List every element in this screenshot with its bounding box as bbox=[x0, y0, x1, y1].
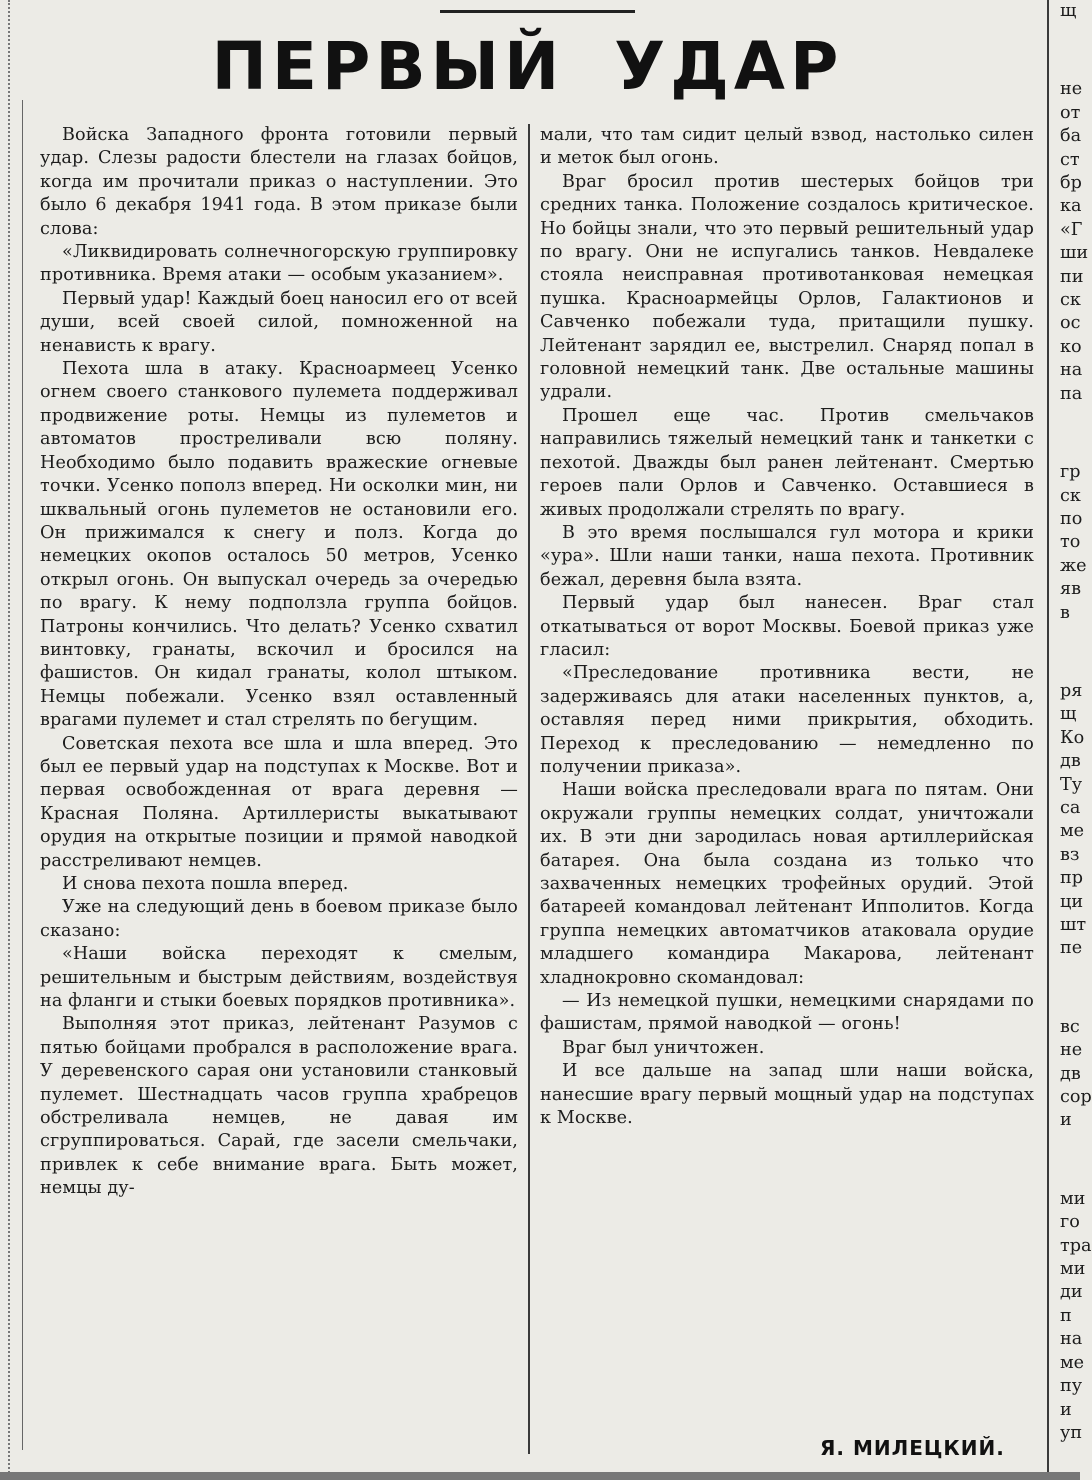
column-fragment: са bbox=[1060, 797, 1081, 818]
column-fragment: же bbox=[1060, 555, 1087, 576]
column-fragment: го bbox=[1060, 1212, 1080, 1233]
column-fragment: тра bbox=[1060, 1235, 1092, 1256]
column-fragment: по bbox=[1060, 508, 1083, 529]
column-fragment: гр bbox=[1060, 462, 1081, 483]
column-fragment: Ту bbox=[1060, 774, 1083, 795]
column-fragment: ме bbox=[1060, 821, 1085, 842]
column-divider-left bbox=[22, 100, 23, 1450]
article-title: ПЕРВЫЙ УДАР bbox=[211, 28, 844, 105]
column-fragment bbox=[1060, 39, 1080, 62]
column-fragment: на bbox=[1060, 360, 1083, 381]
paragraph: Пехота шла в атаку. Красноармеец Усенко огнем своего станкового пулемета поддерживал продвижение роты. Немцы из пулеметов и автоматов простреливали всю поляну. Необходимо было подавить вражеские огневые точки. Усенко пополз вперед. Ни осколки мин, ни шквальный огонь пулеметов не остановили его. Он прижимался к снегу и полз. Когда до немецких окопов осталось 50 метров, Усенко открыл огонь. Он выпускал очередь за очередью по врагу. К нему подползла группа бойцов. Патроны кончились. Что делать? Усенко схватил винтовку, гранаты, вскочил и бросился на фашистов. Он кидал гранаты, колол штыком. Немцы побежали. Усенко взял оставленный врагами пулемет и стал стрелять по бегущим. bbox=[40, 359, 518, 731]
column-fragment: сор bbox=[1060, 1087, 1092, 1108]
author-signature: Я. МИЛЕЦКИЙ. bbox=[820, 1436, 1005, 1460]
column-fragment: па bbox=[1060, 383, 1083, 404]
column-fragment bbox=[1060, 641, 1080, 664]
column-fragment: ба bbox=[1060, 126, 1082, 147]
column-fragment: ди bbox=[1060, 1282, 1083, 1303]
paragraph: мали, что там сидит целый взвод, настолько силен и меток был огонь. bbox=[540, 125, 1034, 169]
column-fragment: ми bbox=[1060, 1188, 1086, 1209]
column-fragment bbox=[1060, 977, 1080, 1000]
adjacent-column-fragments bbox=[1060, 0, 1092, 1445]
paragraph: И снова пехота пошла вперед. bbox=[62, 874, 349, 894]
page-bottom-edge bbox=[0, 1472, 1080, 1480]
column-fragment: щ bbox=[1060, 1, 1077, 21]
column-fragment: п bbox=[1060, 1305, 1072, 1326]
paragraph: И все дальше на запад шли наши войска, нанесшие врагу первый мощный удар на подступах к Москве. bbox=[540, 1061, 1034, 1129]
column-fragment: ме bbox=[1060, 1352, 1085, 1373]
article-column-left bbox=[40, 124, 518, 1201]
column-fragment: пр bbox=[1060, 868, 1083, 889]
paragraph: «Ликвидировать солнечногорскую группировку противника. Время атаки — особым указанием». bbox=[40, 242, 518, 286]
column-fragment: вз bbox=[1060, 844, 1080, 865]
column-fragment: Ко bbox=[1060, 727, 1085, 748]
column-fragment: ми bbox=[1060, 1259, 1086, 1280]
column-fragment: не bbox=[1060, 1040, 1083, 1061]
paragraph: Первый удар! Каждый боец наносил его от всей души, всей своей силой, помноженной на ненависть к врагу. bbox=[40, 288, 518, 356]
column-fragment: вс bbox=[1060, 1016, 1080, 1037]
column-fragment: ря bbox=[1060, 680, 1083, 701]
column-fragment: дв bbox=[1060, 751, 1081, 772]
article-column-middle bbox=[540, 124, 1034, 1130]
column-fragment: щ bbox=[1060, 704, 1077, 725]
column-fragment: не bbox=[1060, 79, 1083, 100]
column-fragment: в bbox=[1060, 602, 1070, 623]
column-fragment bbox=[1060, 422, 1080, 445]
paragraph: — Из немецкой пушки, немецкими снарядами по фашистам, прямой наводкой — огонь! bbox=[540, 991, 1034, 1035]
paragraph: Прошел еще час. Против смельчаков направились тяжелый немецкий танк и танкетки с пехотой. Дважды был ранен лейтенант. Смертью героев пали Орлов и Савченко. Оставшиеся в живых продолжали стрелять по врагу. bbox=[540, 405, 1034, 520]
column-fragment: от bbox=[1060, 102, 1081, 123]
column-fragment: то bbox=[1060, 532, 1081, 553]
column-fragment: пе bbox=[1060, 938, 1083, 959]
column-fragment: бр bbox=[1060, 173, 1082, 194]
paragraph: Наши войска преследовали врага по пятам. Они окружали группы немецких солдат, уничтожали их. В эти дни зародилась новая артиллерийская батарея. Она была создана из только что захваченных немецких трофейных орудий. Этой батареей командовал лейтенант Ипполитов. Когда группа немецких автоматчиков атаковала орудие младшего командира Макарова, лейтенант хладнокровно скомандовал: bbox=[540, 780, 1034, 988]
column-fragment: яв bbox=[1060, 579, 1082, 600]
column-fragment: пу bbox=[1060, 1376, 1083, 1397]
column-fragment: шт bbox=[1060, 915, 1087, 935]
paragraph: Враг бросил против шестерых бойцов три средних танка. Положение создалось критическое. Но бойцы знали, что это первый решительный удар по врагу. Они не испугались танков. Невдалеке стояла неисправная противотанковая немецкая пушка. Красноармейцы Орлов, Галактионов и Савченко побежали туда, притащили пушку. Лейтенант зарядил ее, выстрелил. Снаряд попал в головной немецкий танк. Две остальные машины удрали. bbox=[540, 171, 1034, 403]
top-rule bbox=[440, 10, 635, 13]
paragraph: В это время послышался гул мотора и крики «ура». Шли наши танки, наша пехота. Противник бежал, деревня была взята. bbox=[540, 522, 1034, 590]
column-divider-center bbox=[528, 124, 530, 1454]
paragraph: Первый удар был нанесен. Враг стал откатываться от ворот Москвы. Боевой приказ уже гласил: bbox=[540, 593, 1034, 660]
column-fragment: и bbox=[1060, 1399, 1072, 1420]
column-fragment: ск bbox=[1060, 485, 1081, 506]
column-fragment: ск bbox=[1060, 290, 1081, 311]
column-fragment: ка bbox=[1060, 196, 1082, 217]
paragraph: Уже на следующий день в боевом приказе было сказано: bbox=[40, 897, 518, 941]
column-fragment: уп bbox=[1060, 1422, 1083, 1443]
column-fragment: ос bbox=[1060, 313, 1081, 334]
column-fragment bbox=[1060, 1149, 1080, 1172]
column-fragment: дв bbox=[1060, 1063, 1081, 1084]
column-fragment: ст bbox=[1060, 149, 1080, 170]
column-fragment: «Г bbox=[1060, 219, 1083, 240]
paragraph: Выполняя этот приказ, лейтенант Разумов с пятью бойцами пробрался в расположение врага. У деревенского сарая они установили станковый пулемет. Шестнадцать часов группа храбрецов обстреливала немцев, не давая им сгруппироваться. Сарай, где засели смельчаки, привлек к себе внимание врага. Быть может, немцы ду- bbox=[40, 1014, 518, 1199]
paragraph: Враг был уничтожен. bbox=[562, 1037, 765, 1058]
column-fragment: и bbox=[1060, 1110, 1072, 1131]
column-fragment: пи bbox=[1060, 266, 1084, 287]
paragraph: Советская пехота все шла и шла вперед. Это был ее первый удар на подступах к Москве. Вот и первая освобожденная от врага деревня — Красная Поляна. Артиллеристы выкатывают орудия на открытые позиции и прямой наводкой расстреливают немцев. bbox=[40, 733, 518, 871]
column-fragment: на bbox=[1060, 1329, 1083, 1350]
column-fragment: ши bbox=[1060, 243, 1089, 264]
page-edge-dots bbox=[8, 0, 13, 1480]
column-fragment: ко bbox=[1060, 336, 1082, 357]
column-divider-right bbox=[1047, 0, 1049, 1472]
paragraph: Войска Западного фронта готовили первый удар. Слезы радости блестели на глазах бойцов, когда им прочитали приказ о наступлении. Это было 6 декабря 1941 года. В этом приказе были слова: bbox=[40, 125, 518, 239]
paragraph: «Наши войска переходят к смелым, решительным и быстрым действиям, воздействуя на фланги и стыки боевых порядков противника». bbox=[40, 944, 518, 1012]
paragraph: «Преследование противника вести, не задерживаясь для атаки населенных пунктов, а, оставляя перед ними прикрытия, обходить. Переход к преследованию — немедленно по получении приказа». bbox=[540, 663, 1034, 777]
column-fragment: ци bbox=[1060, 891, 1084, 912]
